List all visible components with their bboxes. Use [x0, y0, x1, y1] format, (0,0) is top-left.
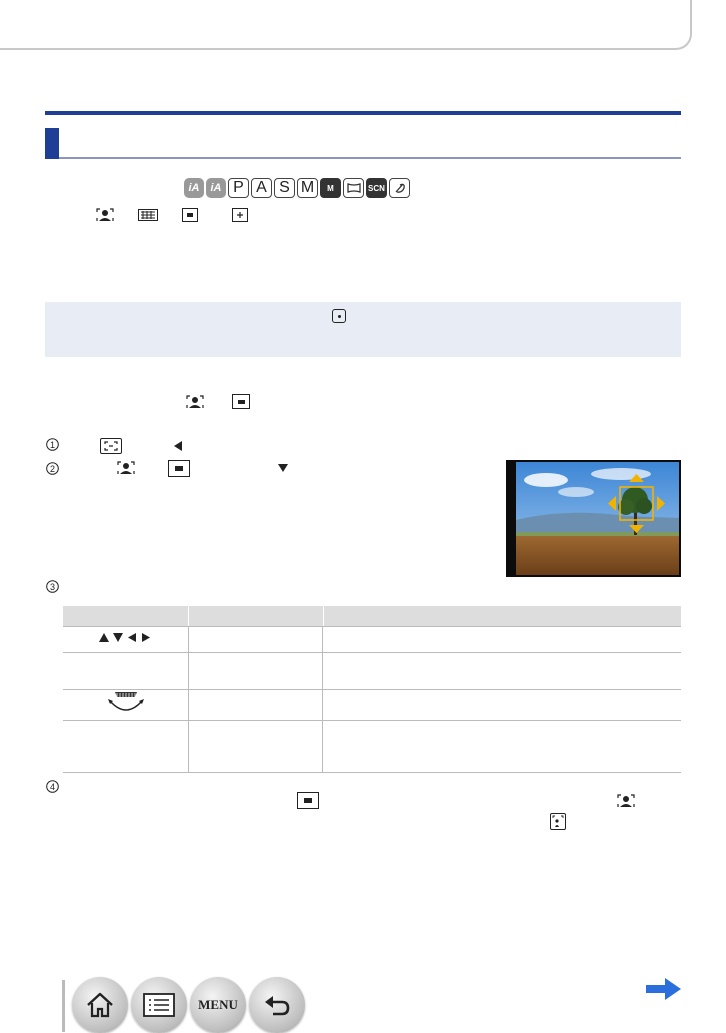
contents-button[interactable] [131, 977, 187, 1033]
single-area-icon [232, 394, 250, 409]
section-heading-marker [45, 128, 59, 159]
table-cell [189, 627, 324, 653]
creative-control-mode-icon [389, 178, 410, 198]
table-row [63, 690, 681, 721]
table-cell [324, 721, 682, 773]
cursor-down-icon [277, 463, 289, 473]
table-column-divider [322, 626, 323, 773]
back-button[interactable] [249, 977, 305, 1033]
aperture-priority-mode-icon: A [251, 178, 272, 198]
next-page-icon[interactable] [645, 975, 683, 1003]
table-cell [324, 690, 682, 721]
home-button[interactable] [72, 977, 128, 1033]
page-top-frame [0, 0, 692, 50]
table-cell [63, 690, 189, 721]
af-mode-icons-row [96, 208, 198, 222]
shutter-priority-mode-icon: S [274, 178, 295, 198]
home-icon [85, 991, 115, 1019]
single-area-icon [168, 460, 190, 477]
af-mode-button-icon [100, 438, 122, 454]
face-detection-icon [96, 208, 114, 222]
panorama-mode-icon [343, 178, 364, 198]
af-tracking-icon [550, 813, 566, 830]
multi-area-icon [138, 209, 158, 221]
menu-button[interactable] [190, 977, 246, 1033]
single-area-icon [182, 208, 198, 222]
header-rule [45, 111, 681, 115]
program-mode-icon: P [228, 178, 249, 198]
step-4-marker [46, 780, 59, 796]
cursor-buttons-icon [98, 630, 154, 644]
step-2-marker [46, 462, 59, 478]
table-column-divider [188, 626, 189, 773]
table-header-cell [324, 606, 682, 627]
svg-text:4: 4 [49, 782, 56, 792]
nav-divider [62, 980, 65, 1032]
cursor-left-icon [173, 440, 183, 452]
back-arrow-icon [263, 993, 291, 1017]
table-row [63, 721, 681, 773]
manual-mode-icon: M [297, 178, 318, 198]
intelligent-auto-mode-icon: iA [184, 178, 204, 198]
creative-video-mode-icon: M [320, 178, 341, 198]
table-cell [63, 721, 189, 773]
table-cell [324, 653, 682, 690]
svg-text:2: 2 [49, 464, 56, 474]
table-cell [63, 653, 189, 690]
note-box [45, 302, 681, 357]
table-cell [189, 721, 324, 773]
menu-label: MENU [198, 997, 238, 1012]
table-row [63, 627, 681, 653]
list-icon [143, 993, 175, 1017]
intelligent-auto-plus-mode-icon: iA [206, 178, 226, 198]
table-header-cell [63, 606, 189, 627]
af-area-preview-image [506, 460, 681, 577]
table-row [63, 653, 681, 690]
section-heading-underline [59, 157, 681, 159]
table-cell [324, 627, 682, 653]
face-detection-icon [117, 461, 135, 475]
pinpoint-af-icon [332, 309, 346, 323]
table-header-row [63, 606, 681, 627]
table-header-cell [189, 606, 324, 627]
step-3-marker [46, 580, 59, 596]
step-1-marker [46, 438, 59, 454]
table-cell [189, 653, 324, 690]
svg-text:3: 3 [49, 582, 56, 592]
table-cell [63, 627, 189, 653]
face-detection-icon [186, 395, 204, 409]
single-area-icon [297, 792, 319, 809]
operations-table [63, 606, 681, 773]
svg-text:1: 1 [49, 440, 56, 450]
table-cell [189, 690, 324, 721]
scene-guide-mode-icon: SCN [366, 178, 387, 198]
applicable-af-modes [186, 394, 250, 409]
pinpoint-icon [232, 208, 248, 222]
face-detection-icon [617, 794, 635, 808]
recording-mode-icons [184, 178, 410, 198]
control-dial-icon [107, 691, 145, 715]
